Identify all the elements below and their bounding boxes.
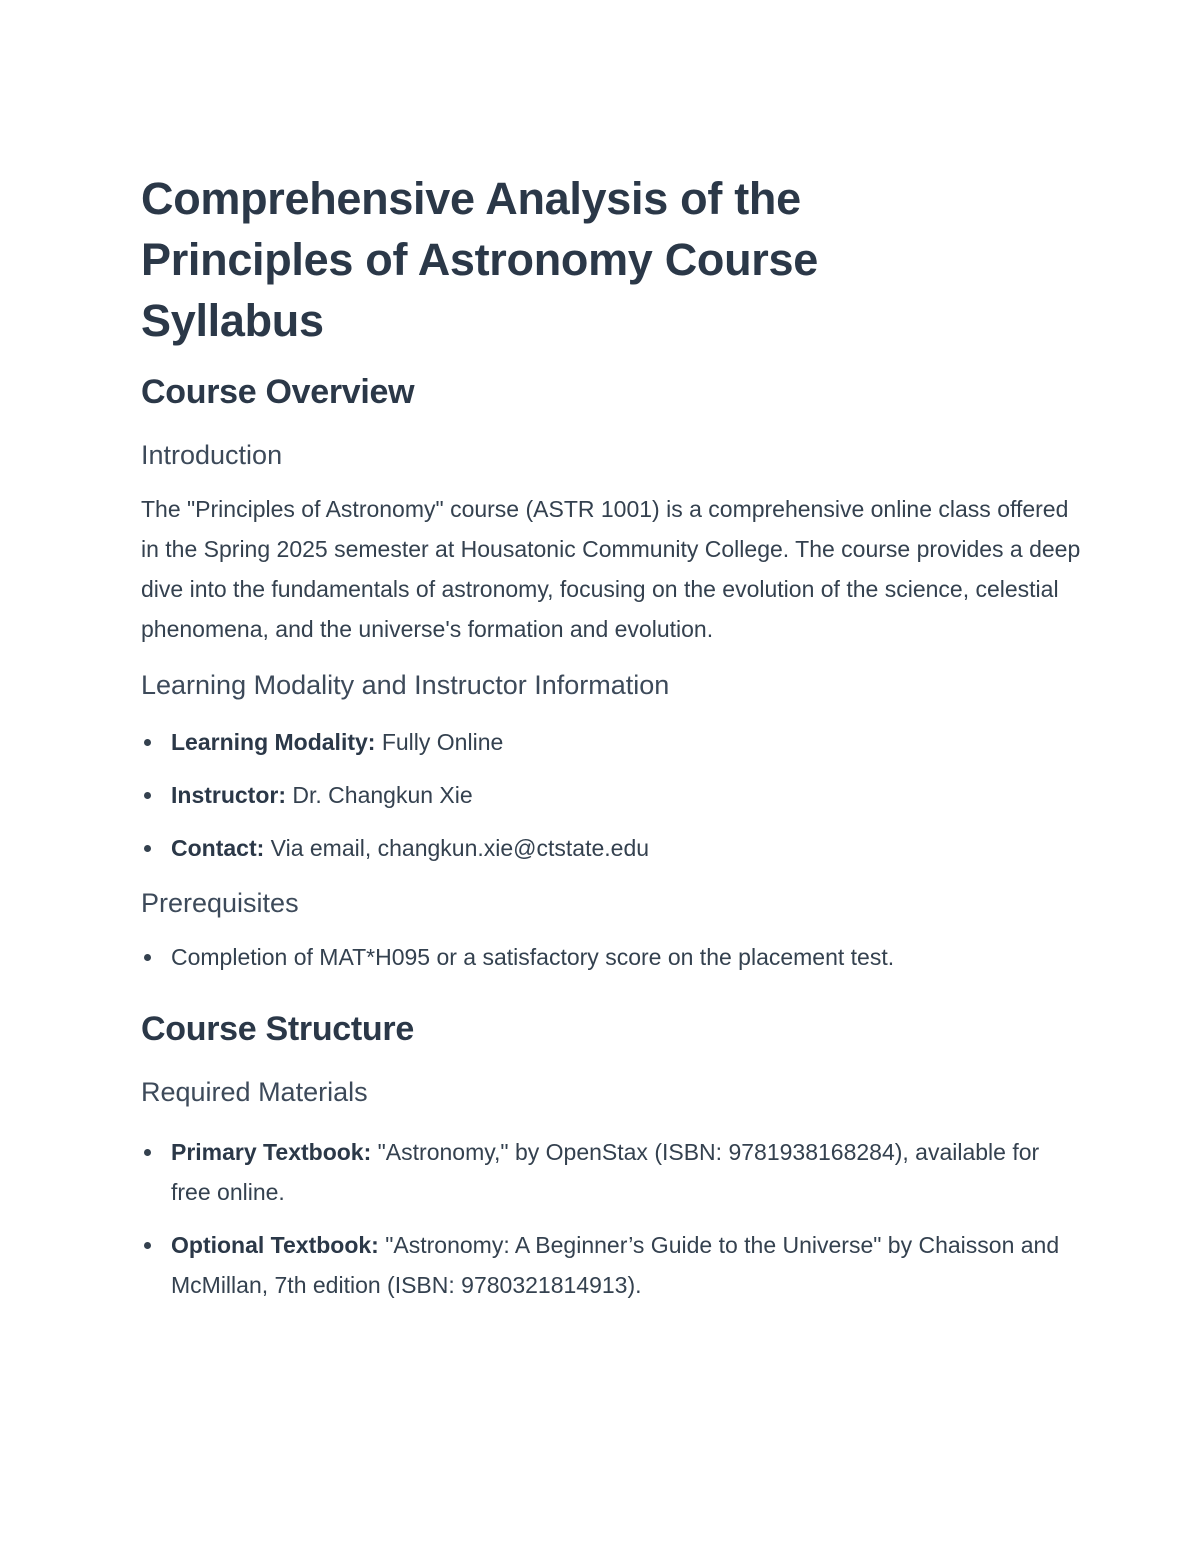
subheading-prerequisites: Prerequisites <box>141 888 299 918</box>
section-heading-course-overview: Course Overview <box>141 373 415 411</box>
list-item-primary-textbook <box>141 1132 1081 1212</box>
bullet-icon <box>144 1149 151 1156</box>
list-item-contact <box>141 828 1081 868</box>
item-label: Primary Textbook: <box>171 1139 372 1165</box>
document-title: Comprehensive Analysis of the Principles of Astronomy Course Syllabus <box>141 173 818 346</box>
list-item-instructor <box>141 775 1081 815</box>
materials-list <box>141 1132 1081 1305</box>
bullet-icon <box>144 954 151 961</box>
item-text: Fully Online <box>375 729 504 755</box>
item-text: "Astronomy," by OpenStax (ISBN: 9781938168284), available for free online. <box>171 1139 1040 1205</box>
bullet-icon <box>144 739 151 746</box>
bullet-icon <box>144 792 151 799</box>
item-text: Completion of MAT*H095 or a satisfactory score on the placement test. <box>171 944 895 970</box>
bullet-icon <box>144 1242 151 1249</box>
item-text: "Astronomy: A Beginner’s Guide to the Universe" by Chaisson and McMillan, 7th edition (ISBN: 9780321814913). <box>171 1232 1060 1298</box>
bullet-icon <box>144 845 151 852</box>
list-item-optional-textbook <box>141 1225 1081 1305</box>
subheading-required-materials: Required Materials <box>141 1077 368 1107</box>
modality-list <box>141 722 1081 868</box>
item-text: Via email, changkun.xie@ctstate.edu <box>264 835 650 861</box>
subheading-introduction: Introduction <box>141 440 283 470</box>
list-item-prerequisite <box>141 937 1081 977</box>
prerequisites-list <box>141 937 1081 977</box>
item-label: Instructor: <box>171 782 286 808</box>
item-text: Dr. Changkun Xie <box>286 782 473 808</box>
introduction-paragraph: The "Principles of Astronomy" course (ASTR 1001) is a comprehensive online class offered in the Spring 2025 semester at Housatonic Community College. The course provides a deep dive into the fundamentals of astronomy, focusing on the evolution of the science, celestial phenomena, and the universe's formation and evolution. <box>141 496 1081 642</box>
item-label: Contact: <box>171 835 265 861</box>
item-label: Optional Textbook: <box>171 1232 379 1258</box>
list-item-learning-modality <box>141 722 1081 762</box>
document-page <box>141 168 1081 1305</box>
item-label: Learning Modality: <box>171 729 376 755</box>
subheading-learning-modality: Learning Modality and Instructor Information <box>141 670 670 700</box>
section-heading-course-structure: Course Structure <box>141 1010 414 1048</box>
